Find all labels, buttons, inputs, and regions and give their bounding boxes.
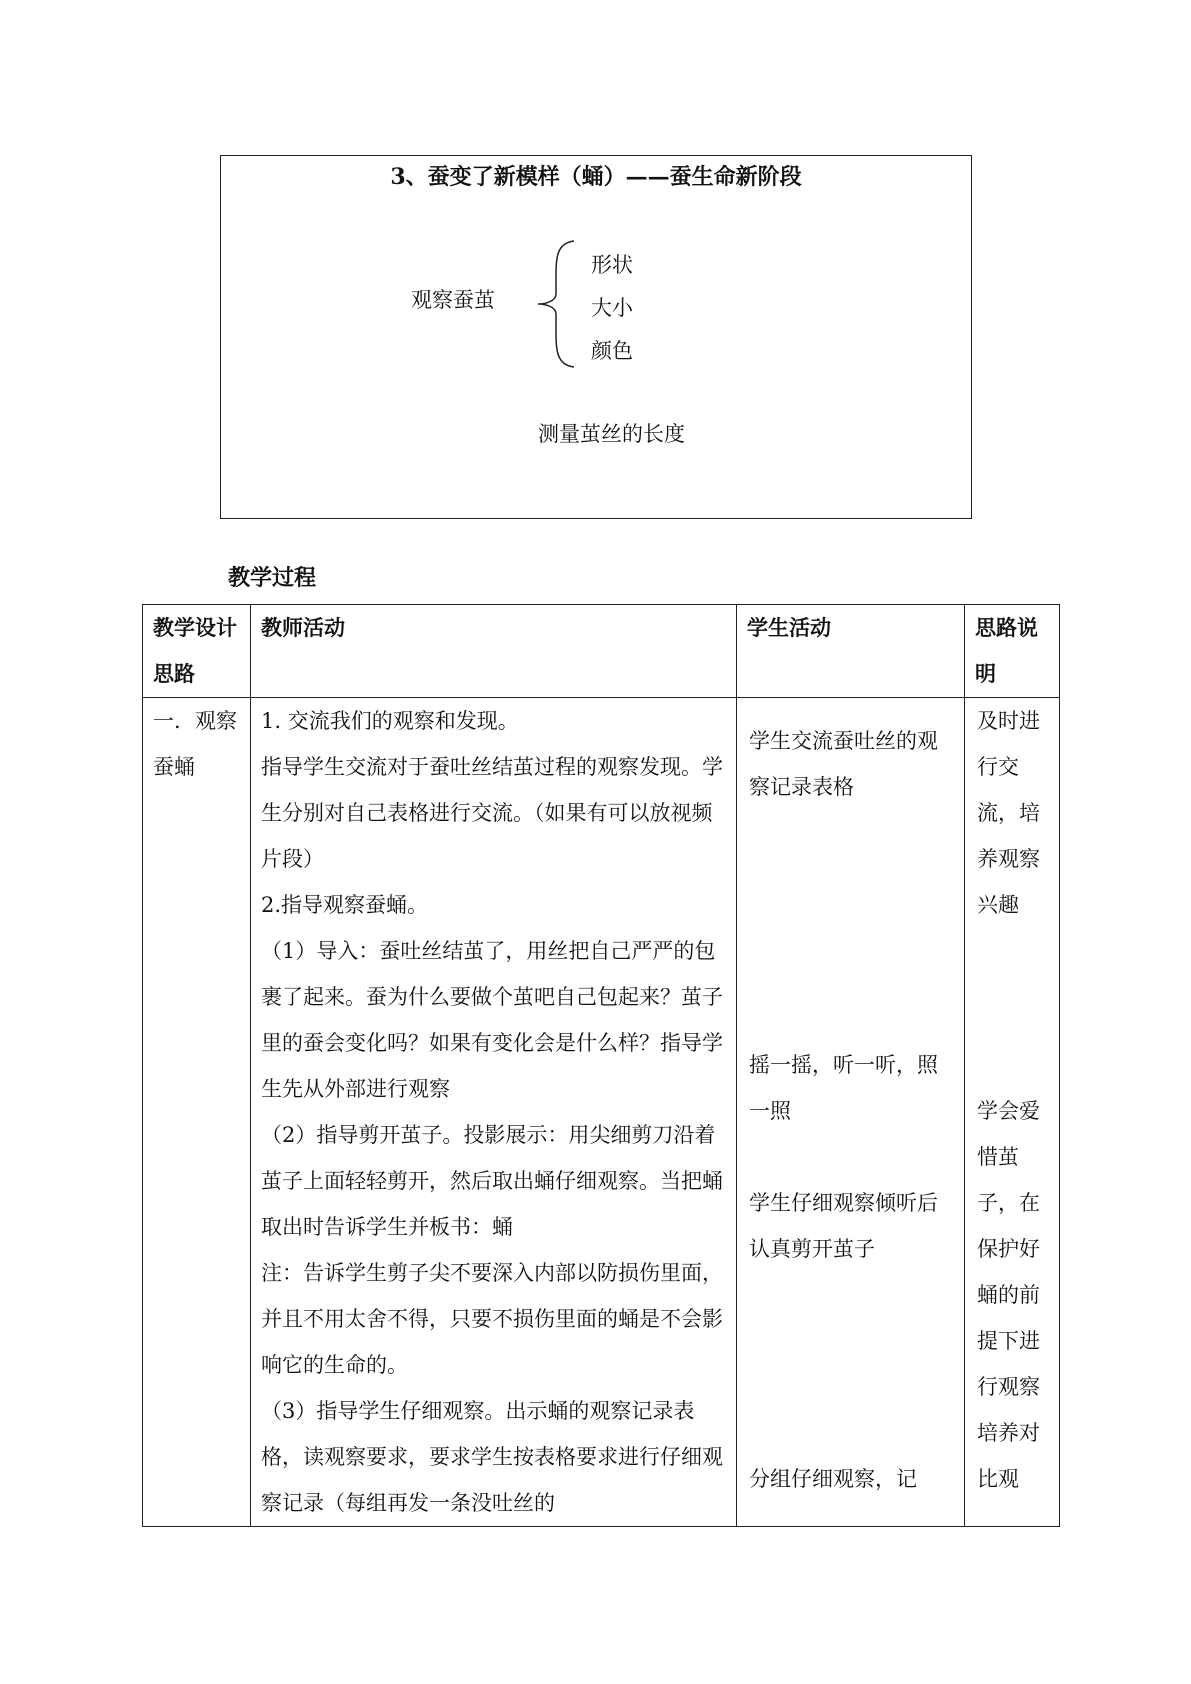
teaching-process-table <box>142 604 1060 1527</box>
teacher-line: （1）导入：蚕吐丝结茧了，用丝把自己严严的包裹了起来。蚕为什么要做个茧吧自己包起来？茧子里的蚕会变化吗？如果有变化会是什么样？指导学生先从外部进行观察 <box>261 939 723 1101</box>
student-block: 摇一摇，听一听，照一照 <box>749 1053 938 1123</box>
observe-item-color: 颜色 <box>591 339 633 363</box>
teacher-activity-cell <box>251 698 737 1527</box>
header-note: 思路说明 <box>965 605 1060 698</box>
student-block: 学生交流蚕吐丝的观察记录表格 <box>749 729 938 799</box>
note-block: 学会爱惜茧子，在保护好蛹的前提下进行观察培养对比观 <box>977 1099 1040 1491</box>
teacher-line: 指导学生交流对于蚕吐丝结茧过程的观察发现。学生分别对自己表格进行交流。（如果有可以放视频片段） <box>261 755 723 871</box>
teacher-line: 注：告诉学生剪子尖不要深入内部以防损伤里面，并且不用太舍不得，只要不损伤里面的蛹是不会影响它的生命的。 <box>261 1261 723 1377</box>
teacher-line: 2.指导观察蚕蛹。 <box>261 893 429 917</box>
note-cell <box>965 698 1060 1527</box>
teacher-line: （2）指导剪开茧子。投影展示：用尖细剪刀沿着茧子上面轻轻剪开，然后取出蛹仔细观察。当把蛹取出时告诉学生并板书：蛹 <box>261 1123 723 1239</box>
step-cell: 一．观察蚕蛹 <box>143 698 251 1527</box>
observe-cocoon-label: 观察蚕茧 <box>411 288 495 312</box>
student-block: 学生仔细观察倾听后认真剪开茧子 <box>749 1191 938 1261</box>
section-title: 教学过程 <box>228 565 317 591</box>
student-activity-cell <box>737 698 965 1527</box>
header-student: 学生活动 <box>737 605 965 698</box>
student-block: 分组仔细观察，记 <box>749 1467 917 1491</box>
header-step: 教学设计思路 <box>143 605 251 698</box>
board-title: 3、蚕变了新模样（蛹）——蚕生命新阶段 <box>390 164 802 190</box>
measure-silk-length: 测量茧丝的长度 <box>538 422 685 446</box>
note-block: 及时进行交流，培养观察兴趣 <box>977 709 1040 917</box>
observe-item-size: 大小 <box>591 296 633 320</box>
blackboard-design-box <box>220 155 972 519</box>
table-header-row <box>143 605 1060 698</box>
teacher-line: （3）指导学生仔细观察。出示蛹的观察记录表格，读观察要求，要求学生按表格要求进行仔细观察记录（每组再发一条没吐丝的 <box>261 1399 723 1515</box>
observe-item-shape: 形状 <box>591 253 633 277</box>
curly-brace-icon <box>534 239 584 369</box>
table-row <box>143 698 1060 1527</box>
observe-items <box>591 244 633 373</box>
header-teacher: 教师活动 <box>251 605 737 698</box>
teacher-line: 1. 交流我们的观察和发现。 <box>261 709 519 733</box>
